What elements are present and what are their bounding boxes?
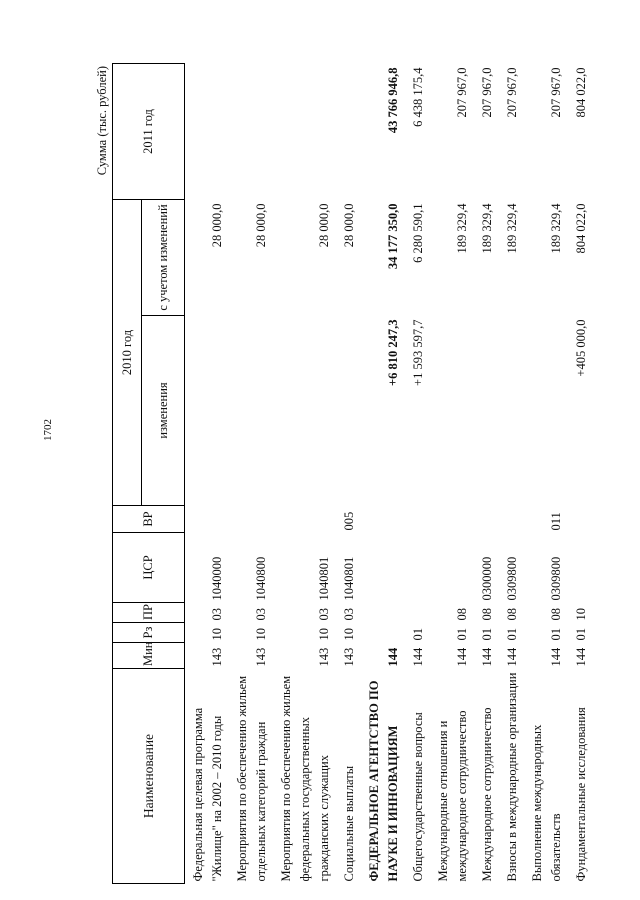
row-with-changes: 6 280 590,1 — [411, 203, 425, 263]
row-2011: 207 967,0 — [549, 67, 563, 118]
row-csr — [566, 533, 591, 603]
row-vr: 005 — [342, 511, 356, 531]
row-with-changes: 189 329,4 — [505, 203, 519, 254]
header-pr: ПР — [113, 603, 185, 623]
row-pr: 03 — [342, 608, 356, 621]
row-csr: 0309800 — [505, 556, 519, 601]
row-changes: +405 000,0 — [574, 319, 588, 377]
row-name: Мероприятия по обеспечению жильем федеральных государственных гражданских служащих — [279, 675, 331, 882]
row-name: Федеральная целевая программа "Жилище" на 2002 – 2010 годы — [191, 707, 224, 882]
row-name: Взносы в международные организации — [505, 672, 519, 882]
row-pr: 08 — [549, 608, 563, 621]
row-with-changes: 28 000,0 — [254, 203, 268, 248]
header-csr: ЦСР — [113, 533, 185, 603]
row-min: 144 — [574, 647, 588, 667]
table-row — [334, 63, 359, 883]
row-rz: 01 — [574, 628, 588, 641]
row-min: 143 — [317, 647, 331, 667]
row-min: 143 — [210, 647, 224, 667]
budget-table — [112, 63, 591, 884]
row-with-changes: 28 000,0 — [317, 203, 331, 248]
row-2011 — [271, 63, 334, 199]
row-with-changes: 804 022,0 — [574, 203, 588, 254]
row-vr — [271, 506, 334, 533]
row-changes: +1 593 597,7 — [411, 319, 425, 386]
row-min: 144 — [386, 647, 400, 667]
row-csr: 1040801 — [342, 556, 356, 601]
row-vr: 011 — [549, 512, 563, 531]
row-rz: 10 — [254, 628, 268, 641]
row-with-changes: 34 177 350,0 — [386, 203, 400, 270]
row-vr — [566, 506, 591, 533]
row-name: Фундаментальные исследования — [574, 707, 588, 882]
row-vr — [497, 506, 522, 533]
page-number: 1702 — [42, 419, 54, 441]
row-csr: 0309800 — [549, 556, 563, 601]
row-pr: 08 — [505, 608, 519, 621]
row-name: Международные отношения и международное сотрудничество — [436, 710, 469, 882]
row-pr: 08 — [480, 608, 494, 621]
table-row — [566, 63, 591, 883]
row-changes — [185, 316, 228, 506]
row-vr — [403, 506, 428, 533]
row-2011: 207 967,0 — [505, 67, 519, 118]
row-changes — [522, 316, 566, 506]
row-vr — [472, 506, 497, 533]
row-csr: 1040800 — [254, 556, 268, 601]
row-changes — [428, 316, 472, 506]
row-min: 144 — [411, 647, 425, 667]
header-rz: Рз — [113, 623, 185, 643]
row-changes — [227, 316, 271, 506]
row-rz: 01 — [549, 628, 563, 641]
table-row — [428, 63, 472, 883]
row-vr — [185, 506, 228, 533]
row-with-changes: 189 329,4 — [549, 203, 563, 254]
row-csr — [359, 533, 403, 603]
header-year-2010: 2010 год — [113, 199, 142, 505]
table-row — [403, 63, 428, 883]
header-year-2011: 2011 год — [113, 63, 185, 199]
table-row — [472, 63, 497, 883]
row-csr — [403, 533, 428, 603]
row-name: ФЕДЕРАЛЬНОЕ АГЕНТСТВО ПО НАУКЕ И ИННОВАЦИЯМ — [367, 680, 400, 882]
row-pr: 08 — [455, 608, 469, 621]
row-changes — [334, 316, 359, 506]
unit-note: Сумма (тыс. рублей) — [95, 66, 109, 176]
row-csr: 1040000 — [210, 556, 224, 601]
header-min: Мин — [113, 643, 185, 669]
row-min: 144 — [480, 647, 494, 667]
row-2011: 207 967,0 — [455, 67, 469, 118]
row-2011: 6 438 175,4 — [411, 67, 425, 127]
header-with-changes: с учетом изменений — [142, 199, 185, 315]
row-2011: 804 022,0 — [574, 67, 588, 118]
row-vr — [359, 506, 403, 533]
row-pr: 03 — [254, 608, 268, 621]
row-2011: 207 967,0 — [480, 67, 494, 118]
row-rz: 10 — [342, 628, 356, 641]
table-row — [227, 63, 271, 883]
row-rz: 01 — [480, 628, 494, 641]
row-vr — [227, 506, 271, 533]
row-csr: 0300000 — [480, 556, 494, 601]
row-min: 143 — [254, 647, 268, 667]
table-row — [185, 63, 228, 883]
row-csr — [428, 533, 472, 603]
row-2011: 43 766 946,8 — [386, 67, 400, 134]
table-body — [185, 63, 592, 883]
row-changes — [271, 316, 334, 506]
row-changes: +6 810 247,3 — [386, 319, 400, 386]
row-rz: 01 — [411, 628, 425, 641]
row-name: Выполнение международных обязательств — [530, 724, 563, 882]
header-vr: ВР — [113, 506, 185, 533]
row-pr — [403, 603, 428, 623]
header-changes: изменения — [142, 316, 185, 506]
row-with-changes: 28 000,0 — [210, 203, 224, 248]
row-rz: 10 — [317, 628, 331, 641]
row-pr — [359, 603, 403, 623]
row-csr: 1040801 — [317, 556, 331, 601]
row-changes — [497, 316, 522, 506]
header-name: Наименование — [113, 669, 185, 884]
row-min: 144 — [505, 647, 519, 667]
budget-table-page — [92, 64, 600, 884]
row-rz: 01 — [505, 628, 519, 641]
table-row — [522, 63, 566, 883]
row-min: 144 — [455, 647, 469, 667]
row-2011 — [185, 63, 228, 199]
row-rz — [359, 623, 403, 643]
row-with-changes: 189 329,4 — [455, 203, 469, 254]
row-with-changes: 28 000,0 — [342, 203, 356, 248]
row-min: 144 — [549, 647, 563, 667]
row-name: Социальные выплаты — [342, 765, 356, 882]
row-pr: 03 — [317, 608, 331, 621]
row-pr: 03 — [210, 608, 224, 621]
row-with-changes: 189 329,4 — [480, 203, 494, 254]
row-pr: 10 — [574, 608, 588, 621]
row-2011 — [227, 63, 271, 199]
row-changes — [472, 316, 497, 506]
row-name: Мероприятия по обеспечению жильем отдельных категорий граждан — [235, 675, 268, 882]
row-2011 — [334, 63, 359, 199]
table-row — [497, 63, 522, 883]
row-min: 143 — [342, 647, 356, 667]
row-name: Международное сотрудничество — [480, 707, 494, 882]
table-row — [271, 63, 334, 883]
row-rz: 10 — [210, 628, 224, 641]
row-name: Общегосударственные вопросы — [411, 712, 425, 882]
table-row — [359, 63, 403, 883]
row-rz: 01 — [455, 628, 469, 641]
row-vr — [428, 506, 472, 533]
